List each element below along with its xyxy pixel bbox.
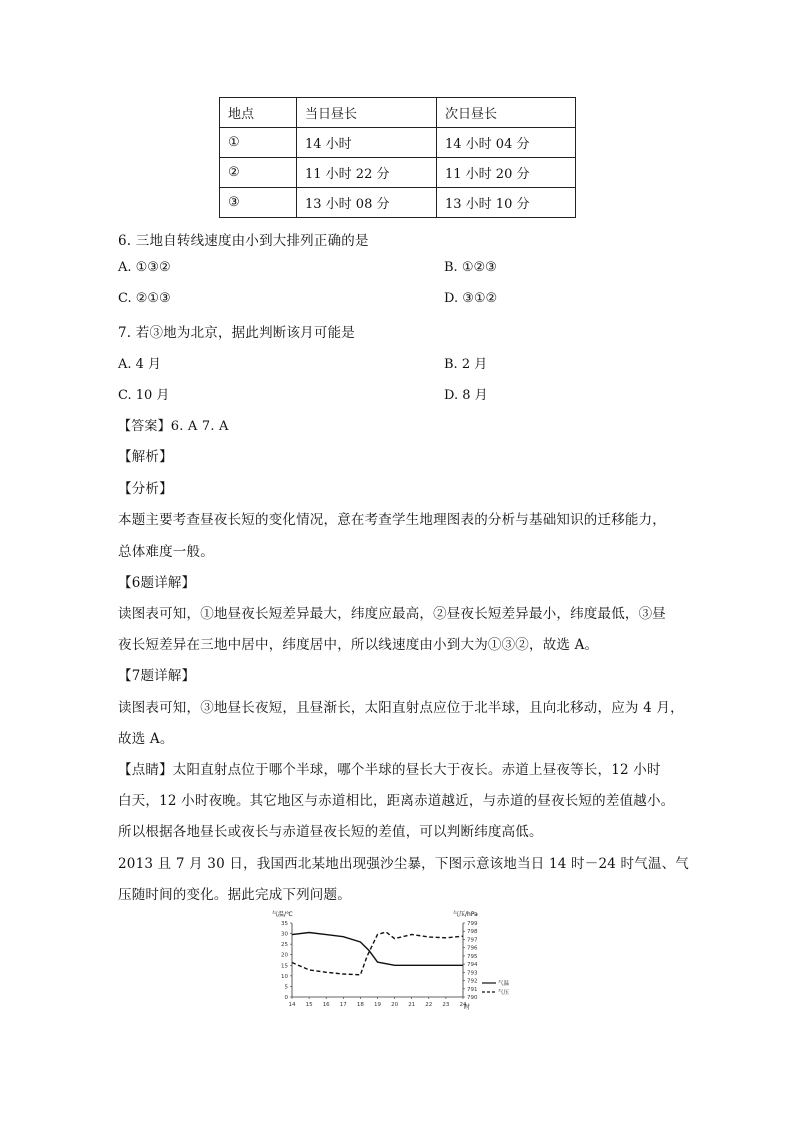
question-6-stem: 6. 三地自转线速度由小到大排列正确的是 [118,233,369,249]
x-axis-unit: 时 [464,1004,471,1011]
left-tick-label: 10 [281,973,288,980]
question-6-option-b: B. ①②③ [444,260,497,275]
table-cell: 13 小时 10 分 [437,188,576,218]
series-line-pressure [292,932,463,975]
jiexi-heading: 【解析】 [118,449,173,465]
right-tick-label: 793 [467,970,478,977]
right-tick-label: 790 [467,995,478,1001]
legend-label: 气压 [498,990,510,996]
x-tick-label: 24 [459,1002,467,1008]
table-cell: ② [220,158,297,188]
table-cell: 11 小时 22 分 [297,158,437,188]
right-tick-label: 795 [467,953,478,960]
q7-detail-heading: 【7题详解】 [118,668,196,684]
x-tick-label: 23 [442,1002,450,1008]
left-tick-label: 30 [281,931,288,938]
q7-detail-line: 读图表可知，③地昼长夜短，且昼渐长，太阳直射点应位于北半球，且向北移动，应为 4 月， [118,700,684,716]
left-tick-label: 25 [281,942,288,949]
x-tick-label: 19 [374,1002,381,1008]
left-tick-label: 0 [284,995,288,1001]
right-tick-label: 799 [467,921,478,927]
table-header-cell: 当日昼长 [297,98,437,128]
table-cell: 14 小时 04 分 [437,128,576,158]
right-tick-label: 797 [467,937,478,944]
q7-detail-line: 故选 A。 [118,731,174,747]
question-6-option-c: C. ②①③ [118,291,171,306]
x-tick-label: 20 [391,1002,399,1008]
left-tick-label: 20 [281,952,288,959]
dianjing-line: 白天，12 小时夜晚。其它地区与赤道相比，距离赤道越近，与赤道的昼夜长短的差值越小。 [118,793,675,809]
question-7-option-c: C. 10 月 [118,388,170,403]
question-7-stem: 7. 若③地为北京，据此判断该月可能是 [118,325,355,341]
x-tick-label: 16 [322,1002,330,1008]
temperature-pressure-chart [270,905,520,1011]
x-tick-label: 14 [288,1002,296,1008]
right-tick-label: 798 [467,929,478,936]
x-tick-label: 21 [408,1002,416,1008]
question-7-option-a: A. 4 月 [118,357,162,372]
table-cell: 14 小时 [297,128,437,158]
left-tick-label: 35 [281,921,288,927]
analysis-line: 总体难度一般。 [118,544,214,560]
x-tick-label: 15 [305,1002,313,1008]
table-header-cell: 次日昼长 [437,98,576,128]
legend-label: 气温 [498,981,510,987]
intro-line: 压随时间的变化。据此完成下列问题。 [118,887,351,903]
analysis-line: 本题主要考查昼夜长短的变化情况，意在考查学生地理图表的分析与基础知识的迁移能力， [118,512,666,528]
table-cell: 11 小时 20 分 [437,158,576,188]
right-axis-label: 气压/hPa [453,911,478,918]
q6-detail-line: 读图表可知，①地昼夜长短差异最大，纬度应最高，②昼夜长短差异最小，纬度最低，③昼 [118,606,666,622]
answer-line: 【答案】6. A 7. A [118,419,229,434]
table-cell: ③ [220,188,297,218]
table-cell: 13 小时 08 分 [297,188,437,218]
daylength-table [219,97,576,218]
table-row [220,188,576,218]
question-7-option-d: D. 8 月 [444,388,488,403]
left-tick-label: 5 [284,984,288,991]
question-6-option-d: D. ③①② [444,291,498,306]
dianjing-line: 【点睛】太阳直射点位于哪个半球，哪个半球的昼长大于夜长。赤道上昼夜等长，12 小时 [118,762,661,778]
right-tick-label: 792 [467,978,478,985]
left-axis-label: 气温/℃ [272,911,293,918]
dianjing-line: 所以根据各地昼长或夜长与赤道昼夜长短的差值，可以判断纬度高低。 [118,824,543,840]
x-tick-label: 17 [339,1002,347,1008]
right-tick-label: 791 [467,986,478,993]
x-tick-label: 22 [425,1002,433,1008]
chart-layer [281,921,510,1008]
q6-detail-line: 夜长短差异在三地中居中，纬度居中，所以线速度由小到大为①③②，故选 A。 [118,637,599,653]
question-7-option-b: B. 2 月 [444,357,488,372]
x-tick-label: 18 [356,1002,364,1008]
table-header-row [220,98,576,128]
table-row [220,158,576,188]
question-6-option-a: A. ①③② [118,260,171,275]
q6-detail-heading: 【6题详解】 [118,575,196,591]
right-tick-label: 794 [467,962,478,969]
left-tick-label: 15 [281,963,288,970]
table-cell: ① [220,128,297,158]
table-row [220,128,576,158]
right-tick-label: 796 [467,945,478,952]
table-header-cell: 地点 [220,98,297,128]
fenxi-heading: 【分析】 [118,481,173,497]
intro-line: 2013 且 7 月 30 日，我国西北某地出现强沙尘暴，下图示意该地当日 14 时－24 时气温、气 [118,856,690,872]
